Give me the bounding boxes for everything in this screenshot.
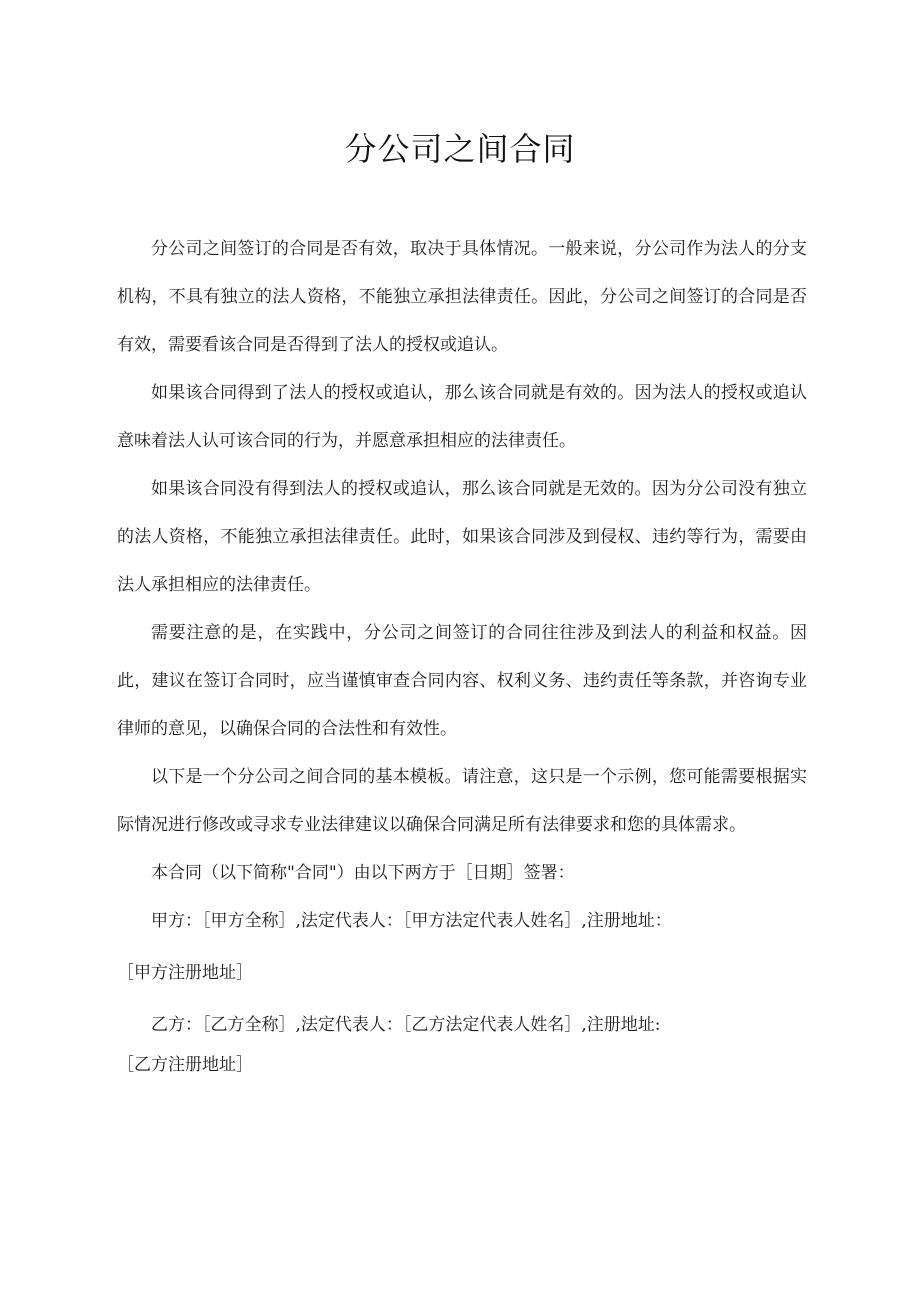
party-b-address: ［乙方注册地址］ xyxy=(117,1055,253,1075)
party-a-line: 甲方：［甲方全称］,法定代表人：［甲方法定代表人姓名］,注册地址： xyxy=(151,911,672,931)
paragraph-validity-intro: 分公司之间签订的合同是否有效，取决于具体情况。一般来说，分公司作为法人的分支机构，不具有独立的法人资格，不能独立承担法律责任。因此，分公司之间签订的合同是否有效，需要看该合同是否得到了法人的授权或追认。 xyxy=(117,239,807,355)
party-b-line: 乙方：［乙方全称］,法定代表人：［乙方法定代表人姓名］,注册地址: xyxy=(151,1015,661,1035)
paragraph-authorized-case: 如果该合同得到了法人的授权或追认，那么该合同就是有效的。因为法人的授权或追认意味着法人认可该合同的行为，并愿意承担相应的法律责任。 xyxy=(117,383,807,451)
document-title: 分公司之间合同 xyxy=(344,130,576,168)
paragraph-contract-opening: 本合同（以下简称"合同"）由以下两方于［日期］签署： xyxy=(151,863,575,883)
party-a-address: ［甲方注册地址］ xyxy=(117,963,253,983)
paragraph-practice-note: 需要注意的是，在实践中，分公司之间签订的合同往往涉及到法人的利益和权益。因此，建议在签订合同时，应当谨慎审查合同内容、权利义务、违约责任等条款，并咨询专业律师的意见，以确保合同的合法性和有效性。 xyxy=(117,623,807,739)
paragraph-unauthorized-case: 如果该合同没有得到法人的授权或追认，那么该合同就是无效的。因为分公司没有独立的法人资格，不能独立承担法律责任。此时，如果该合同涉及到侵权、违约等行为，需要由法人承担相应的法律责任。 xyxy=(117,479,807,595)
document-body xyxy=(117,225,807,1083)
paragraph-template-intro: 以下是一个分公司之间合同的基本模板。请注意，这只是一个示例，您可能需要根据实际情况进行修改或寻求专业法律建议以确保合同满足所有法律要求和您的具体需求。 xyxy=(117,767,807,835)
